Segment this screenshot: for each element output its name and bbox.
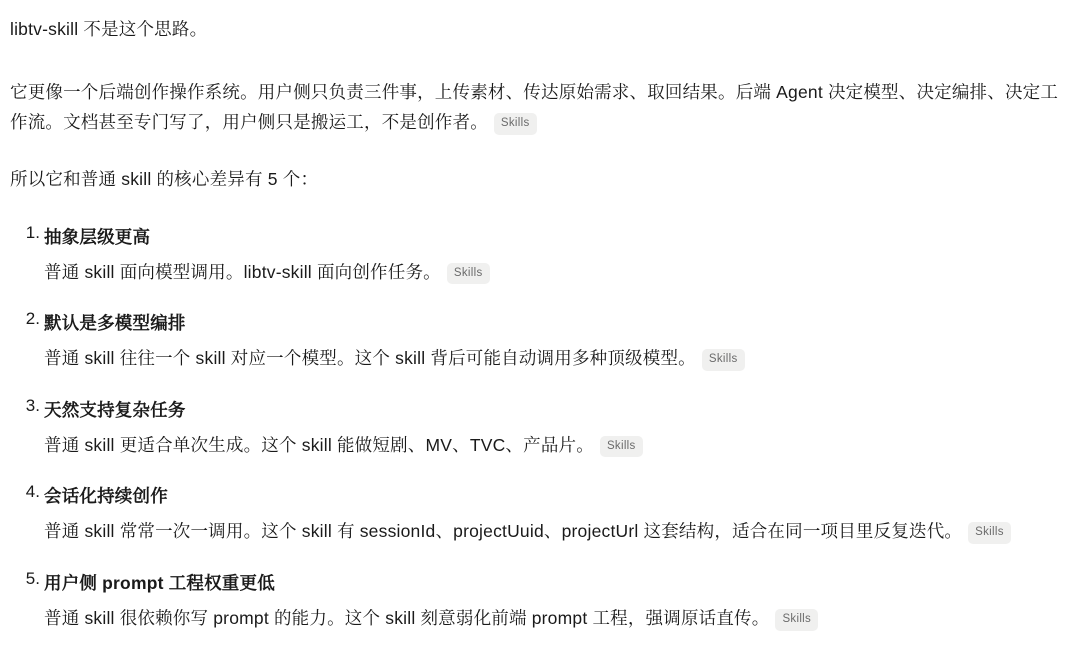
list-item [44,309,1062,374]
list-item-body-text: 普通 skill 面向模型调用。libtv-skill 面向创作任务。 [44,261,441,282]
citation-chip[interactable]: Skills [702,349,745,371]
list-item-title: 用户侧 prompt 工程权重更低 [44,573,275,593]
differences-list [10,223,1062,634]
list-item-body [44,430,1062,461]
citation-chip[interactable]: Skills [447,263,490,285]
citation-chip[interactable]: Skills [968,522,1011,544]
paragraph-lead-in-text: 所以它和普通 skill 的核心差异有 5 个： [10,168,319,189]
list-item-body [44,257,1062,288]
citation-chip[interactable]: Skills [775,609,818,631]
list-item-title: 默认是多模型编排 [44,313,186,334]
list-item-body [44,603,1062,634]
list-item-body-text: 普通 skill 常常一次一调用。这个 skill 有 sessionId、projectUuid、projectUrl 这套结构，适合在同一项目里反复迭代。 [44,521,963,542]
paragraph-overview [10,77,1062,138]
list-item [44,569,1062,634]
list-item-body-text: 普通 skill 往往一个 skill 对应一个模型。这个 skill 背后可能自动调用多种顶级模型。 [44,348,696,369]
list-item-body-text: 普通 skill 很依赖你写 prompt 的能力。这个 skill 刻意弱化前端 prompt 工程，强调原话直传。 [44,608,770,628]
paragraph-intro-text: libtv-skill 不是这个思路。 [10,19,208,39]
citation-chip[interactable]: Skills [600,436,643,458]
list-item-title: 天然支持复杂任务 [44,399,186,420]
list-item-title: 会话化持续创作 [44,486,168,507]
list-item-body [44,343,1062,374]
paragraph-lead-in [10,164,1062,195]
list-item [44,223,1062,288]
citation-chip[interactable]: Skills [494,113,537,135]
list-item-body-text: 普通 skill 更适合单次生成。这个 skill 能做短剧、MV、TVC、产品片。 [44,434,594,455]
list-item-body [44,516,1062,547]
list-item [44,396,1062,461]
paragraph-overview-text: 它更像一个后端创作操作系统。用户侧只负责三件事，上传素材、传达原始需求、取回结果。后端 Agent 决定模型、决定编排、决定工作流。文档甚至专门写了，用户侧只是搬运工，不是创作者。 [10,81,1059,133]
paragraph-intro [10,14,1062,45]
list-item-title: 抽象层级更高 [44,226,151,247]
list-item [44,482,1062,547]
